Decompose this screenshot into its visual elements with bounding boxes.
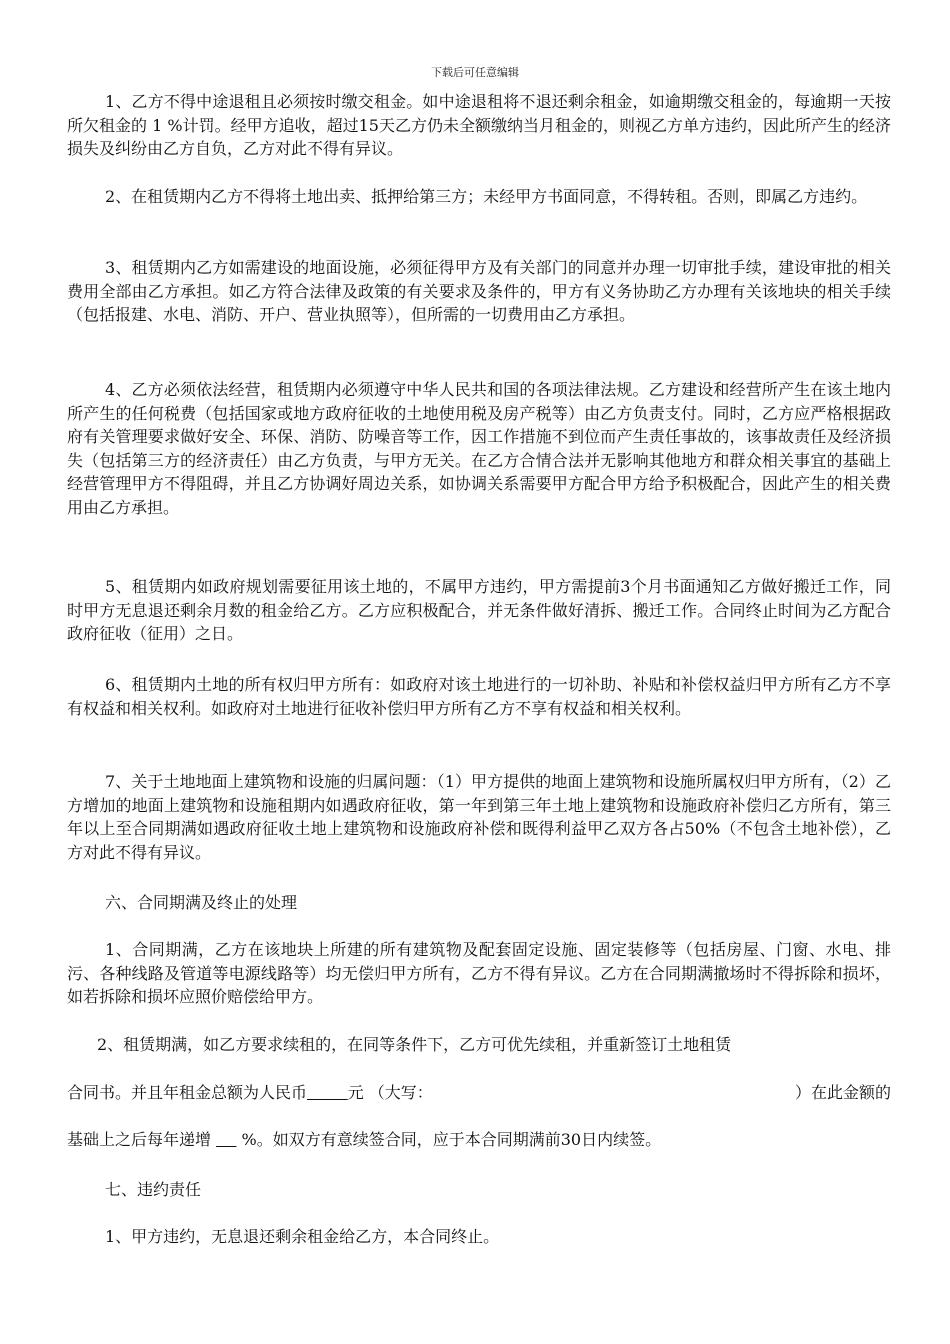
page-header: 下载后可任意编辑 xyxy=(431,66,519,79)
increase-rate-blank xyxy=(216,1130,236,1149)
clause-1-rent-payment: 1、乙方不得中途退租且必须按时缴交租金。如中途退租将不退还剩余租金，如逾期缴交租金的，每逾期一天按所欠租金的 1 %计罚。经甲方追收，超过15天乙方仍未全额缴纳当月租金的，则视乙方单方违约，因此所产生的经济损失及纠纷由乙方自负，乙方对此不得有异议。 xyxy=(67,92,891,158)
renewal-text-2c: ）在此金额的 xyxy=(794,1083,891,1102)
clause-6-land-ownership: 6、租赁期内土地的所有权归甲方所有：如政府对该土地进行的一切补助、补贴和补偿权益归甲方所有乙方不享有权益和相关权利。如政府对土地进行征收补偿归甲方所有乙方不享有权益和相关权利。 xyxy=(67,675,891,718)
renewal-line-2 xyxy=(67,1081,891,1105)
renewal-text-3b: %。如双方有意续签合同，应于本合同期满前30日内续签。 xyxy=(236,1130,662,1149)
section-heading-6: 六、合同期满及终止的处理 xyxy=(105,893,298,912)
clause-2-no-sublease: 2、在租赁期内乙方不得将土地出卖、抵押给第三方；未经甲方书面同意，不得转租。否则，即属乙方违约。 xyxy=(105,187,868,206)
clause-4-lawful-operation: 4、乙方必须依法经营，租赁期内必须遵守中华人民共和国的各项法律法规。乙方建设和经营所产生在该土地内所产生的任何税费（包括国家或地方政府征收的土地使用税及房产税等）由乙方负责支付。同时，乙方应严格根据政府有关管理要求做好安全、环保、消防、防噪音等工作，因工作措施不到位而产生责任事故的，该事故责任及经济损失（包括第三方的经济责任）由乙方负责，与甲方无关。在乙方合情合法并无影响其他地方和群众相关事宜的基础上经营管理甲方不得阻碍，并且乙方协调好周边关系，如协调关系需要甲方配合甲方给予积极配合，因此产生的相关费用由乙方承担。 xyxy=(67,380,891,517)
renewal-text-2b: 元 （大写： xyxy=(347,1083,433,1102)
clause-7-building-ownership: 7、关于土地地面上建筑物和设施的归属问题：（1）甲方提供的地面上建筑物和设施所属权归甲方所有，（2）乙方增加的地面上建筑物和设施租期内如遇政府征收，第一年到第三年土地上建筑物和设施政府补偿归乙方所有，第三年以上至合同期满如遇政府征收土地上建筑物和设施政府补偿和既得利益甲乙双方各占50%（不包含土地补偿），乙方对此不得有异议。 xyxy=(67,772,891,862)
renewal-text-1: 2、租赁期满，如乙方要求续租的，在同等条件下，乙方可优先续租，并重新签订土地租赁 xyxy=(97,1035,732,1054)
section-7-clause-1: 1、甲方违约，无息退还剩余租金给乙方，本合同终止。 xyxy=(105,1227,500,1246)
clause-5-government-acquisition: 5、租赁期内如政府规划需要征用该土地的，不属甲方违约，甲方需提前3个月书面通知乙方做好搬迁工作，同时甲方无息退还剩余月数的租金给乙方。乙方应积极配合，并无条件做好清拆、搬迁工作。合同终止时间为乙方配合政府征收（征用）之日。 xyxy=(67,577,891,643)
clause-3-construction-approval: 3、租赁期内乙方如需建设的地面设施，必须征得甲方及有关部门的同意并办理一切审批手续，建设审批的相关费用全部由乙方承担。如乙方符合法律及政策的有关要求及条件的，甲方有义务协助乙方办理有关该地块的相关手续（包括报建、水电、消防、开户、营业执照等），但所需的一切费用由乙方承担。 xyxy=(67,258,891,324)
renewal-text-2a: 合同书。并且年租金总额为人民币 xyxy=(67,1083,308,1102)
renewal-text-3a: 基础上之后每年递增 xyxy=(67,1130,217,1149)
section-heading-7: 七、违约责任 xyxy=(105,1180,202,1199)
section-6-clause-1: 1、合同期满，乙方在该地块上所建的所有建筑物及配套固定设施、固定装修等（包括房屋、门窗、水电、排污、各种线路及管道等电源线路等）均无偿归甲方所有，乙方不得有异议。乙方在合同期满撤场时不得拆除和损坏，如若拆除和损坏应照价赔偿给甲方。 xyxy=(67,940,891,1006)
rent-amount-blank xyxy=(307,1083,348,1102)
renewal-line-3 xyxy=(67,1128,891,1152)
renewal-line-1 xyxy=(67,1033,891,1057)
